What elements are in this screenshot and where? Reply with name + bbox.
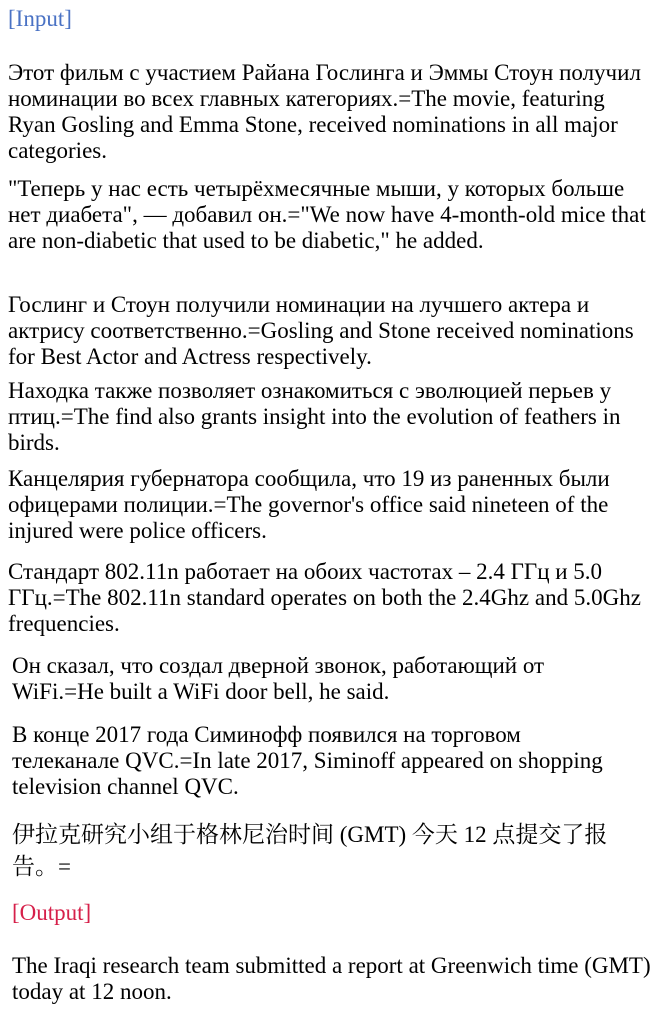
output-text: The Iraqi research team submitted a report at Greenwich time (GMT) today at 12 noon. (12, 953, 651, 1004)
example-1: Этот фильм с участием Райана Гослинга и Эммы Стоун получил номинации во всех главных категориях.=The movie, featuring Ryan Gosling and Emma Stone, received nominations in all major categories. (8, 60, 641, 163)
query-text: 伊拉克研究小组于格林尼治时间 (GMT) 今天 12 点提交了报告。= (12, 822, 608, 879)
example-2: "Теперь у нас есть четырёхмесячные мыши, у которых больше нет диабета", — добавил он.="We now have 4-month-old mice that are non-diabetic that used to be diabetic," he added. (8, 176, 646, 253)
example-7: Он сказал, что создал дверной звонок, работающий от WiFi.=He built a WiFi door bell, he said. (12, 653, 545, 704)
output-label: [Output] (12, 900, 92, 925)
input-label: [Input] (8, 6, 72, 31)
example-5: Канцелярия губернатора сообщила, что 19 из раненных были офицерами полиции.=The governor's office said nineteen of the injured were police officers. (8, 466, 610, 543)
example-8: В конце 2017 года Симинофф появился на торговом телеканале QVC.=In late 2017, Siminoff appeared on shopping television channel QVC. (12, 722, 603, 799)
example-6: Стандарт 802.11n работает на обоих частотах – 2.4 ГГц и 5.0 ГГц.=The 802.11n standard operates on both the 2.4Ghz and 5.0Ghz frequencies. (8, 559, 641, 636)
example-3: Гослинг и Стоун получили номинации на лучшего актера и актрису соответственно.=Gosling and Stone received nominations for Best Actor and Actress respectively. (8, 292, 634, 369)
example-4: Находка также позволяет ознакомиться с эволюцией перьев у птиц.=The find also grants insight into the evolution of feathers in birds. (8, 378, 621, 455)
